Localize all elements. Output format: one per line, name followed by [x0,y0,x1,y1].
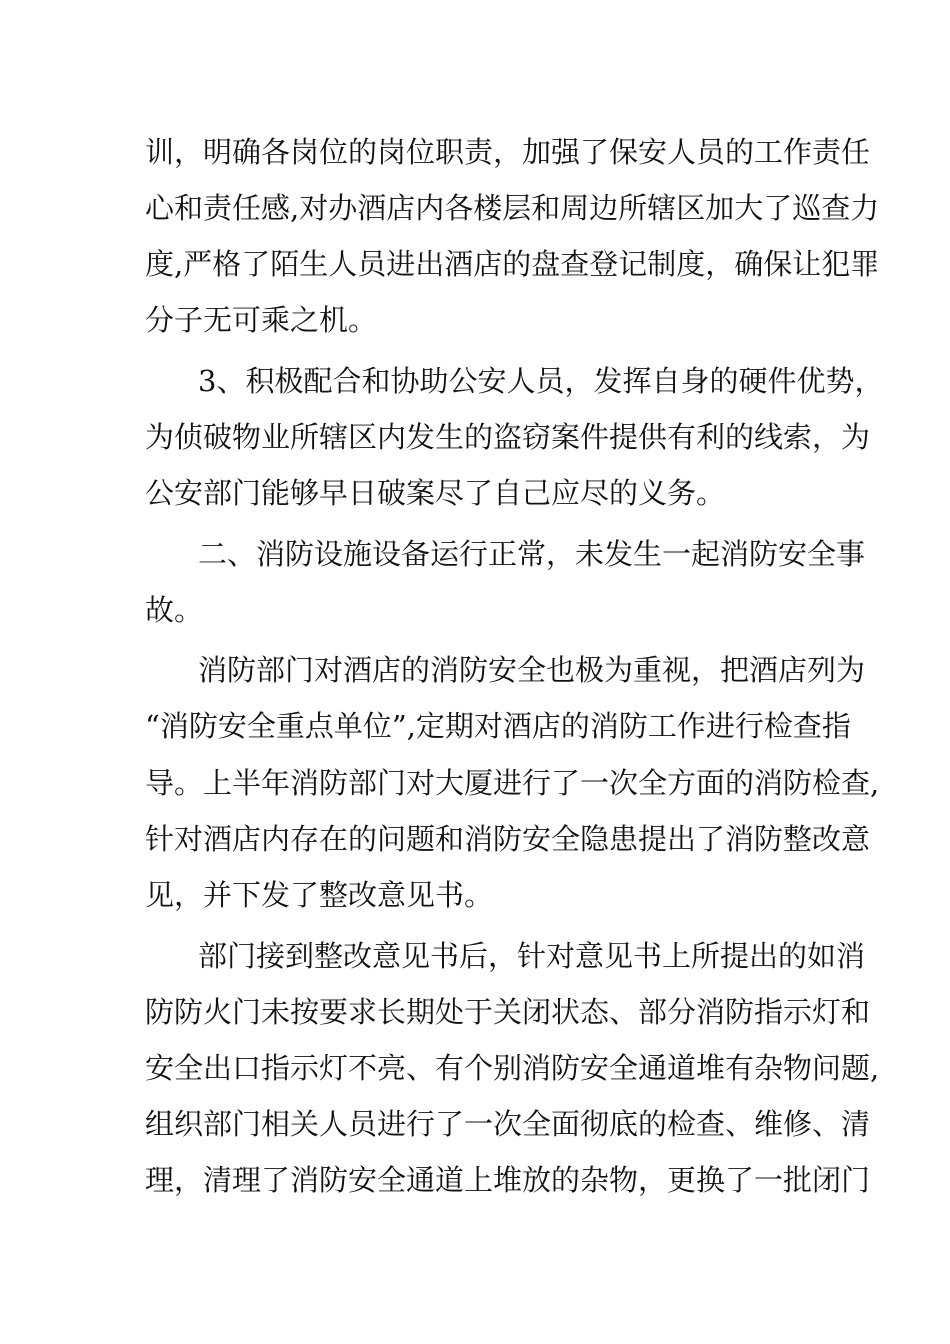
text-line: 防防火门未按要求长期处于关闭状态、部分消防指示灯和 [145,995,871,1029]
section-heading-line: 二、消防设施设备运行正常，未发生一起消防安全事 [198,537,866,571]
paragraph-first-line: 消防部门对酒店的消防安全也极为重视，把酒店列为 [198,653,866,687]
text-line: 心和责任感,对办酒店内各楼层和周边所辖区加大了巡查力 [145,191,880,225]
text-line: 理，清理了消防安全通道上堆放的杂物，更换了一批闭门 [145,1163,871,1197]
text-line: 组织部门相关人员进行了一次全面彻底的检查、维修、清 [145,1107,871,1141]
text-line: 见，并下发了整改意见书。 [145,878,494,912]
text-line: 为侦破物业所辖区内发生的盗窃案件提供有利的线索，为 [145,420,871,454]
section-heading-line: 故。 [145,593,204,627]
text-line: 分子无可乘之机。 [145,303,378,337]
text-line: “消防安全重点单位”,定期对酒店的消防工作进行检查指 [145,709,851,743]
paragraph-first-line: 部门接到整改意见书后，针对意见书上所提出的如消 [198,939,866,973]
text-line: 导。上半年消防部门对大厦进行了一次全方面的消防检查, [145,766,880,800]
text-line: 针对酒店内存在的问题和消防安全隐患提出了消防整改意 [145,822,871,856]
text-line: 公安部门能够早日破案尽了自己应尽的义务。 [145,476,726,510]
paragraph-first-line: 3、积极配合和协助公安人员，发挥自身的硬件优势， [198,364,884,398]
text-line: 度,严格了陌生人员进出酒店的盘查登记制度，确保让犯罪 [145,247,880,281]
text-line: 训，明确各岗位的岗位职责，加强了保安人员的工作责任 [145,135,871,169]
text-line: 安全出口指示灯不亮、有个别消防安全通道堆有杂物问题, [145,1051,880,1085]
